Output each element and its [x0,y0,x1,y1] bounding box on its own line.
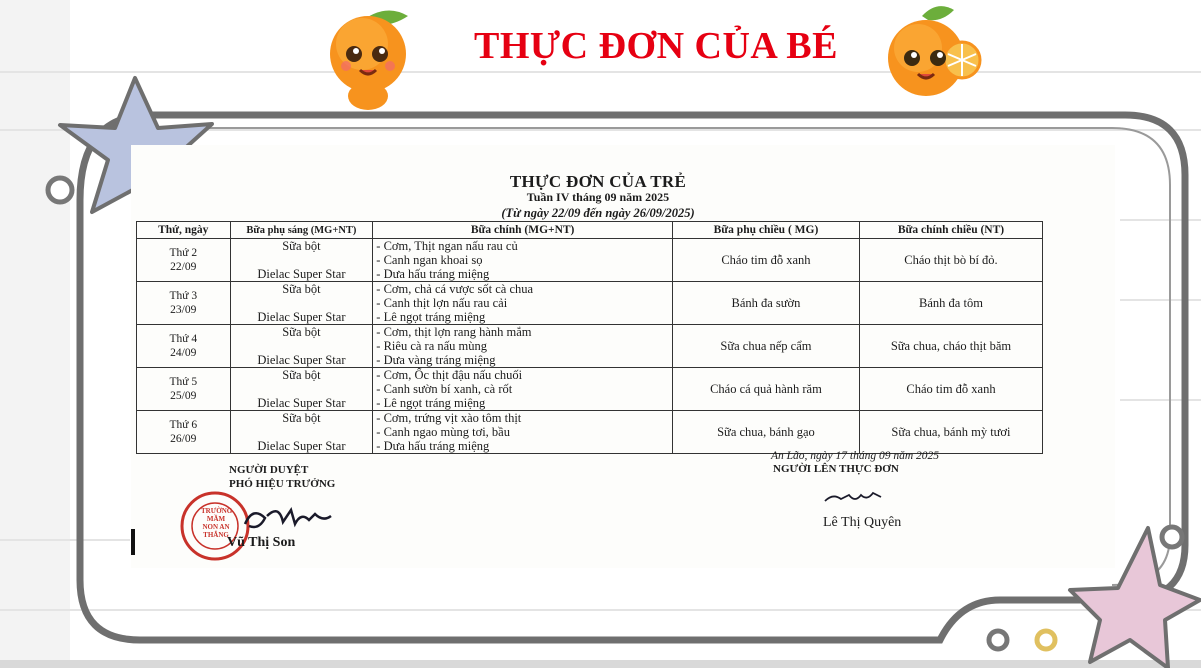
orange-mascot-left-icon [318,6,414,110]
table-row [137,411,1043,454]
row-date: 22/09 [170,261,197,273]
row-snack: Sữa bột [282,239,321,253]
row-snack-brand: Dielac Super Star [257,353,346,367]
row-main-item: - Lê ngọt tráng miệng [376,310,486,324]
banner-title: THỰC ĐƠN CỦA BÉ [474,25,838,67]
table-row [137,368,1043,411]
approver-role: NGƯỜI DUYỆT [229,464,309,476]
preparer-name: Lê Thị Quyên [823,515,902,530]
row-main-item: - Cơm, Thịt ngan nấu rau củ [376,239,518,253]
orange-mascot-right-icon [882,4,982,102]
scan-mark [131,529,135,555]
row-main-item: - Dưa hấu tráng miệng [376,267,490,281]
row-date: 25/09 [170,390,197,402]
document-subtitle: Tuần IV tháng 09 năm 2025 [526,190,670,204]
row-afternoon-mg: Bánh đa sườn [672,282,859,325]
menu-table [136,221,1043,454]
row-afternoon-mg: Cháo tim đỗ xanh [672,239,859,282]
header-afternoon-nt: Bữa chính chiều (NT) [859,222,1042,239]
row-main-item: - Cơm, Ốc thịt đậu nấu chuối [376,368,523,382]
table-header-row [137,222,1043,239]
stamp-text: TRƯỜNG MẦM NON AN THẮNG [201,507,233,539]
row-snack-brand: Dielac Super Star [257,267,346,281]
row-main-item: - Canh ngan khoai sọ [376,253,483,267]
document-date-range: (Từ ngày 22/09 đến ngày 26/09/2025) [501,206,695,220]
document-title: THỰC ĐƠN CỦA TRẺ [509,172,687,191]
table-row [137,282,1043,325]
row-main-item: - Cơm, chả cá vược sốt cà chua [376,282,534,296]
row-main-item: - Dưa hấu tráng miệng [376,439,490,453]
row-date: 24/09 [170,347,197,359]
row-main-item: - Cơm, trứng vịt xào tôm thịt [376,411,522,425]
row-afternoon-nt: Bánh đa tôm [859,282,1042,325]
row-day: Thứ 6 [169,419,198,431]
row-main-item: - Canh thịt lợn nấu rau cải [376,296,508,310]
row-afternoon-nt: Sữa chua, bánh mỳ tươi [859,411,1042,454]
row-main-item: - Canh sườn bí xanh, cà rốt [376,382,513,396]
row-main-item: - Riêu cà ra nấu mùng [376,339,488,353]
row-afternoon-mg: Cháo cá quả hành răm [672,368,859,411]
preparer-role: NGƯỜI LÊN THỰC ĐƠN [773,463,899,475]
row-day: Thứ 2 [169,247,198,259]
row-snack-brand: Dielac Super Star [257,310,346,324]
approver-name: Vũ Thị Son [227,535,296,550]
row-day: Thứ 3 [169,290,198,302]
row-day: Thứ 5 [169,376,198,388]
row-snack: Sữa bột [282,282,321,296]
row-day: Thứ 4 [169,333,198,345]
row-main-item: - Dưa vàng tráng miệng [376,353,496,367]
row-date: 23/09 [170,304,197,316]
row-afternoon-mg: Sữa chua nếp cẩm [672,325,859,368]
header-morning-snack: Bữa phụ sáng (MG+NT) [230,222,373,239]
approver-signature-icon [239,500,339,536]
table-row [137,239,1043,282]
row-snack: Sữa bột [282,411,321,425]
row-afternoon-mg: Sữa chua, bánh gạo [672,411,859,454]
row-snack-brand: Dielac Super Star [257,396,346,410]
row-snack-brand: Dielac Super Star [257,439,346,453]
row-main-item: - Lê ngọt tráng miệng [376,396,486,410]
approver-title: PHÓ HIỆU TRƯỞNG [229,478,336,490]
row-snack: Sữa bột [282,325,321,339]
header-main-meal: Bữa chính (MG+NT) [373,222,673,239]
header-afternoon-mg: Bữa phụ chiều ( MG) [672,222,859,239]
approver-block [229,463,335,491]
preparer-signature-icon [821,485,891,509]
row-snack: Sữa bột [282,368,321,382]
table-row [137,325,1043,368]
row-afternoon-nt: Cháo tim đỗ xanh [859,368,1042,411]
menu-document [131,145,1115,568]
row-date: 26/09 [170,433,197,445]
row-main-item: - Canh ngao mùng tơi, bầu [376,425,510,439]
header-day: Thứ, ngày [137,222,231,239]
row-afternoon-nt: Cháo thịt bò bí đỏ. [859,239,1042,282]
row-afternoon-nt: Sữa chua, cháo thịt băm [859,325,1042,368]
signing-date: An Lão, ngày 17 tháng 09 năm 2025 [771,450,940,462]
row-main-item: - Cơm, thịt lợn rang hành mắm [376,325,532,339]
